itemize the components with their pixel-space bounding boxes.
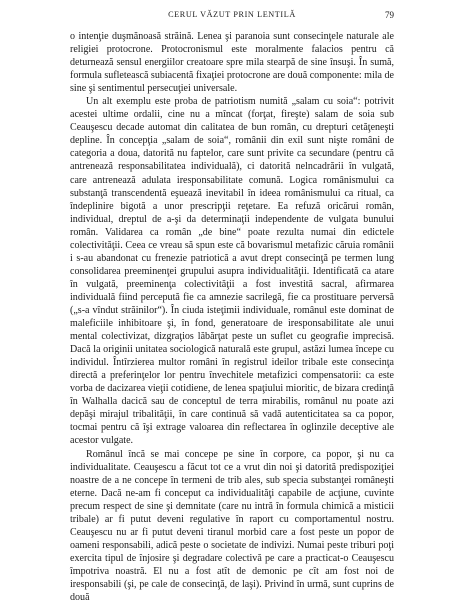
body-text xyxy=(70,30,394,604)
paragraph: Românul încă se mai concepe pe sine în corpore, ca popor, şi nu ca individualitate. Ceauşescu a făcut tot ce a vrut din noi şi datorită predispoziţiei noastre de a ne concepe în termeni de trib ales, sub specia substanţei româneşti eterne. Dacă ne-am fi conceput ca individualităţi capabile de acţiune, cuvinte precum respect de sine şi demnitate (care nu intră în formula chimică a misticii tribale) ar fi putut deveni regulative în raport cu comportamentul nostru. Ceauşescu nu ar fi putut deveni tiranul morbid care a fost peste un popor de oameni responsabili, adică peste o societate de indivizi. Numai peste triburi poţi exercita tipul de înjosire şi degradare colectivă pe care a practicat-o Ceauşescu împotriva noastră. El nu a fost atît de demonic pe cît am fost noi de iresponsabili (şi, pe cale de consecinţă, de laşi). Privind în urmă, sunt cuprins de două xyxy=(70,448,394,604)
paragraph: o intenţie duşmănoasă străină. Lenea şi paranoia sunt consecinţele naturale ale religiei protocrone. Protocronismul este moralmente falacios pentru că deturnează sensul energiilor creatoare spre mila stearpă de sine însuşi. În sumă, formula sufletească subiacentă fixaţiei protocrone are două componente: mila de sine şi sentimentul persecuţiei universale. xyxy=(70,30,394,95)
page-header xyxy=(70,8,394,24)
page-number: 79 xyxy=(385,10,394,20)
paragraph: Un alt exemplu este proba de patriotism numită „salam cu soia“: potrivit acestei ultime ordalii, cine nu a mîncat (forţat, fireşte) salam de soia sub Ceauşescu decade automat din calitatea de bun român, cu drepturi cetăţeneşti depline. În concepţia „salam de soia“, românii din exil sunt nişte români de categoria a doua, datorită nu faptelor, care sunt privite ca secundare (pentru că antrenează responsabilitatea individuală), ci datorită nelncadrării în vulgată, care antrenează adulata iresponsabilitate comună. Logica românismului ca substanţă transcendentă eşuează inevitabil în ideea românismului ca ritual, ca îndeplinire bigotă a unor prescripţii reţetare. Ea refuză oricărui român, individual, dreptul de a-şi da determinaţii independente de vulgata bunului român. Validarea ca român „de bine“ poate rezulta numai din edictele colectivităţii. Ceea ce vreau să spun este că bovarismul metafizic căruia românii i s-au abandonat cu frenezie patriotică a avut drept consecinţă pe termen lung consolidarea preeminenţei grupului asupra individualităţii. Identificată ca atare în vulgată, preeminenţa colectivităţii a fost investită sacral, afirmarea individuală fiind percepută fie ca amnezie sacrilegă, fie ca prostituare perversă („s-a vîndut străinilor“). În ciuda isteţimii individuale, românul este dominat de maleficiile inhibitoare şi, în fond, generatoare de iresponsabilitate ale unui mental colectivizat, dizgraţios lăbărţat peste un suflet cu geografie imprecisă. Dacă la originii unitatea sociologică naturală este grupul, astăzi lumea începe cu individul. Întîrzierea multor români în registrul ideilor tribale este consecinţa directă a preferinţelor lor pentru învechitele metafizici compensatorii: ca este vorba de dacizarea vieţii cotidiene, de lenea spaţiului mioritic, de bizara credinţă în Walhalla dacică sau de conceptul de terra mirabilis, românul nu poate azi depăşi mirajul tribalităţii, în care continuă să vadă autenticitatea sa ca popor, tocmai pentru că îşi extrage valoarea din reflectarea în oglinzile deceptive ale acestor vulgate. xyxy=(70,95,394,447)
running-title: CERUL VĂZUT PRIN LENTILĂ xyxy=(70,10,394,19)
